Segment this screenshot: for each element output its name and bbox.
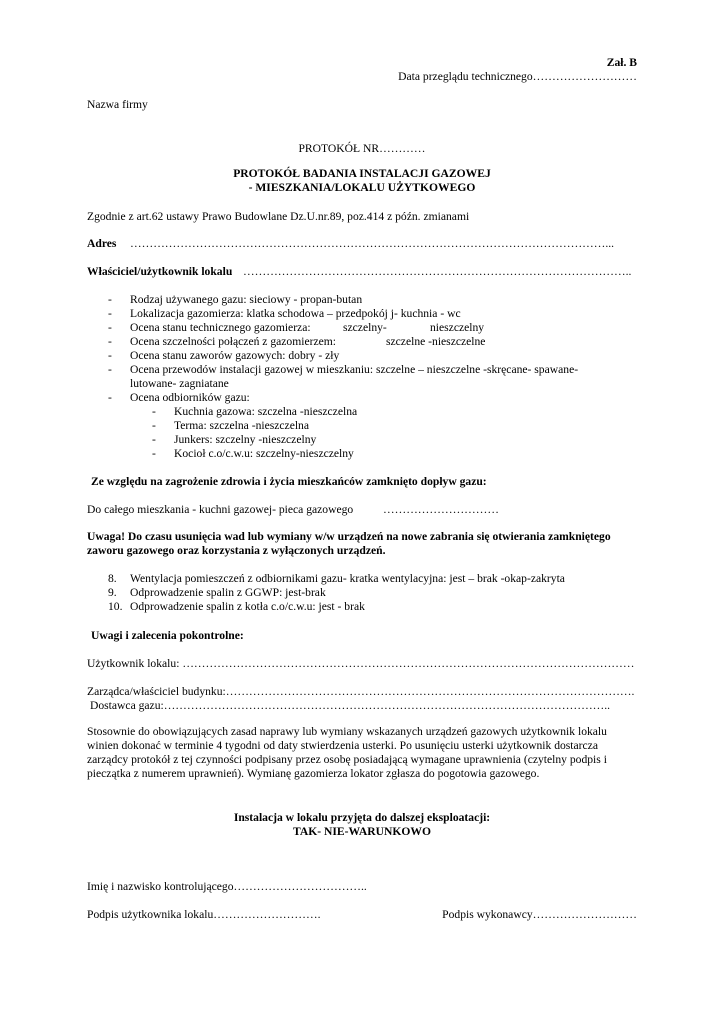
attachment-label: Zał. B <box>606 56 637 69</box>
document-title-line1: PROTOKÓŁ BADANIA INSTALACJI GAZOWEJ <box>233 167 491 180</box>
legal-basis: Zgodnie z art.62 ustawy Prawo Budowlane Dz.U.nr.89, poz.414 z późn. zmianami <box>87 210 470 223</box>
inspection-date-line: Data przeglądu technicznego……………………… <box>398 70 637 83</box>
contractor-signature-line: Podpis wykonawcy……………………… <box>442 908 637 921</box>
warning-line2: zaworu gazowego oraz korzystania z wyłączonych urządzeń. <box>87 544 386 557</box>
address-dots: ……………………………………………………………………………………………………………... <box>130 237 615 250</box>
acceptance-line2: TAK- NIE-WARUNKOWO <box>293 825 431 838</box>
protocol-number: PROTOKÓŁ NR………… <box>298 142 426 155</box>
owner-label: Właściciel/użytkownik lokalu <box>87 265 233 278</box>
shutoff-heading: Ze względu na zagrożenie zdrowia i życia mieszkańców zamknięto dopływ gazu: <box>91 475 487 488</box>
user-signature-line: Podpis użytkownika lokalu………………………. <box>87 908 321 921</box>
document-title-line2: - MIESZKANIA/LOKALU UŻYTKOWEGO <box>248 181 476 194</box>
user-line: Użytkownik lokalu: ……………………………………………………………………………………………………… <box>87 657 635 670</box>
address-label: Adres <box>87 237 117 250</box>
manager-line: Zarządca/właściciel budynku:……………………………………………………………………………………………. <box>87 685 635 698</box>
shutoff-line: Do całego mieszkania - kuchni gazowej- pieca gazowego <box>87 503 354 516</box>
warning-line1: Uwaga! Do czasu usunięcia wad lub wymiany w/w urządzeń na nowe zabrania się otwierania zamkniętego <box>87 530 611 543</box>
company-name-label: Nazwa firmy <box>87 98 148 111</box>
remarks-heading: Uwagi i zalecenia pokontrolne: <box>91 629 244 642</box>
supplier-line: Dostawca gazu:…………………………………………………………………………………………………….. <box>90 699 611 712</box>
inspector-name-line: Imię i nazwisko kontrolującego…………………………….. <box>87 880 367 893</box>
shutoff-dots: ………………………… <box>383 503 499 516</box>
acceptance-line1: Instalacja w lokalu przyjęta do dalszej eksploatacji: <box>233 811 491 824</box>
owner-dots: ……………………………………………………………………………………….. <box>243 265 632 278</box>
